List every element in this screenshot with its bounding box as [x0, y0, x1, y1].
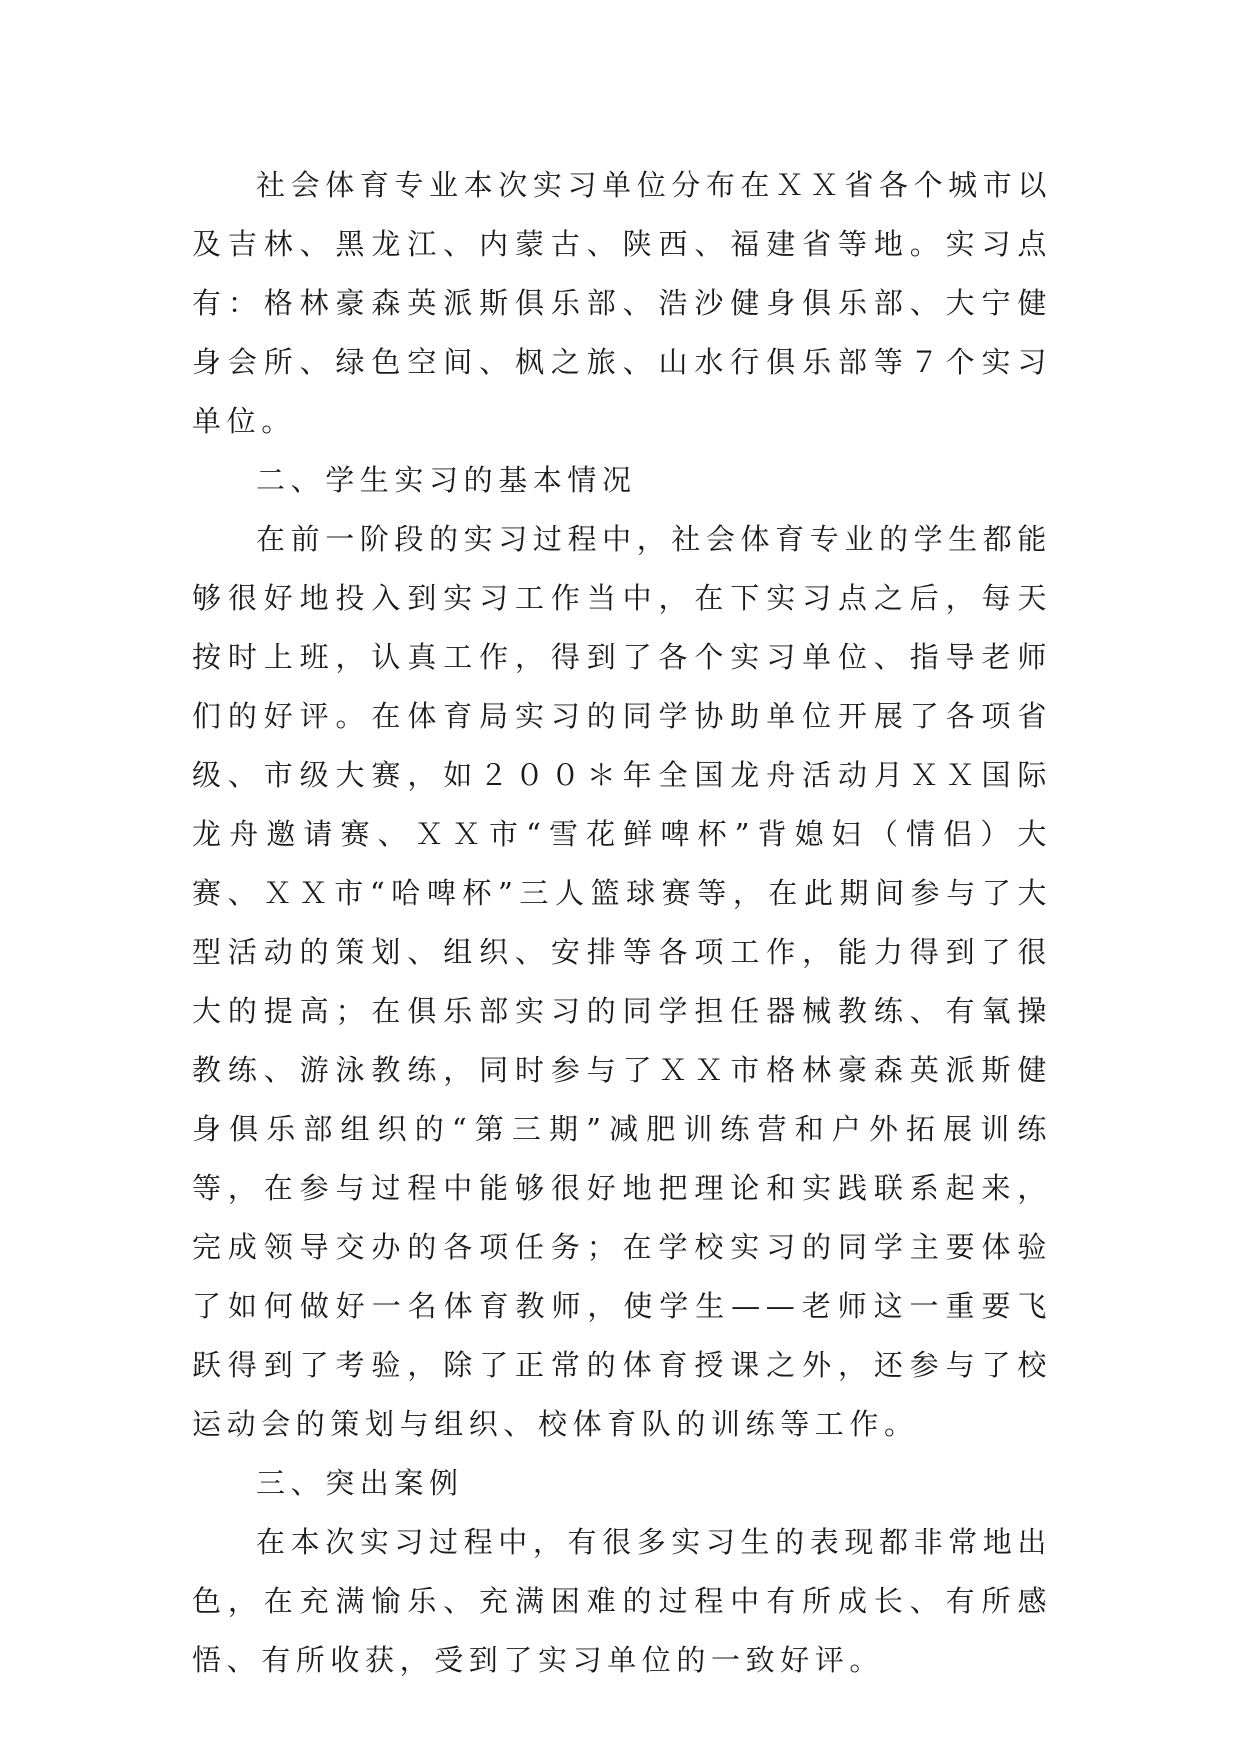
section-heading-basic-situation: 二、学生实习的基本情况 [256, 463, 637, 497]
paragraph-basic-situation: 在前一阶段的实习过程中，社会体育专业的学生都能够很好地投入到实习工作当中，在下实习点之后，每天按时上班，认真工作，得到了各个实习单位、指导老师们的好评。在体育局实习的同学协助单位开展了各项省级、市级大赛，如２００＊年全国龙舟活动月ＸＸ国际龙舟邀请赛、ＸＸ市“雪花鲜啤杯”背媳妇（情侣）大赛、ＸＸ市“哈啤杯”三人篮球赛等，在此期间参与了大型活动的策划、组织、安排等各项工作，能力得到了很大的提高；在俱乐部实习的同学担任器械教练、有氧操教练、游泳教练，同时参与了ＸＸ市格林豪森英派斯健身俱乐部组织的“第三期”减肥训练营和户外拓展训练等，在参与过程中能够很好地把理论和实践联系起来，完成领导交办的各项任务；在学校实习的同学主要体验了如何做好一名体育教师，使学生——老师这一重要飞跃得到了考验，除了正常的体育授课之外，还参与了校运动会的策划与组织、校体育队的训练等工作。 [192, 522, 1052, 1441]
paragraph-outstanding-cases: 在本次实习过程中，有很多实习生的表现都非常地出色，在充满愉乐、充满困难的过程中有所成长、有所感悟、有所收获，受到了实习单位的一致好评。 [192, 1525, 1052, 1677]
document-body [192, 156, 1052, 1690]
paragraph-internship-locations: 社会体育专业本次实习单位分布在ＸＸ省各个城市以及吉林、黑龙江、内蒙古、陕西、福建省等地。实习点有：格林豪森英派斯俱乐部、浩沙健身俱乐部、大宁健身会所、绿色空间、枫之旅、山水行俱乐部等７个实习单位。 [192, 168, 1052, 438]
section-heading-outstanding-cases: 三、突出案例 [256, 1466, 464, 1500]
